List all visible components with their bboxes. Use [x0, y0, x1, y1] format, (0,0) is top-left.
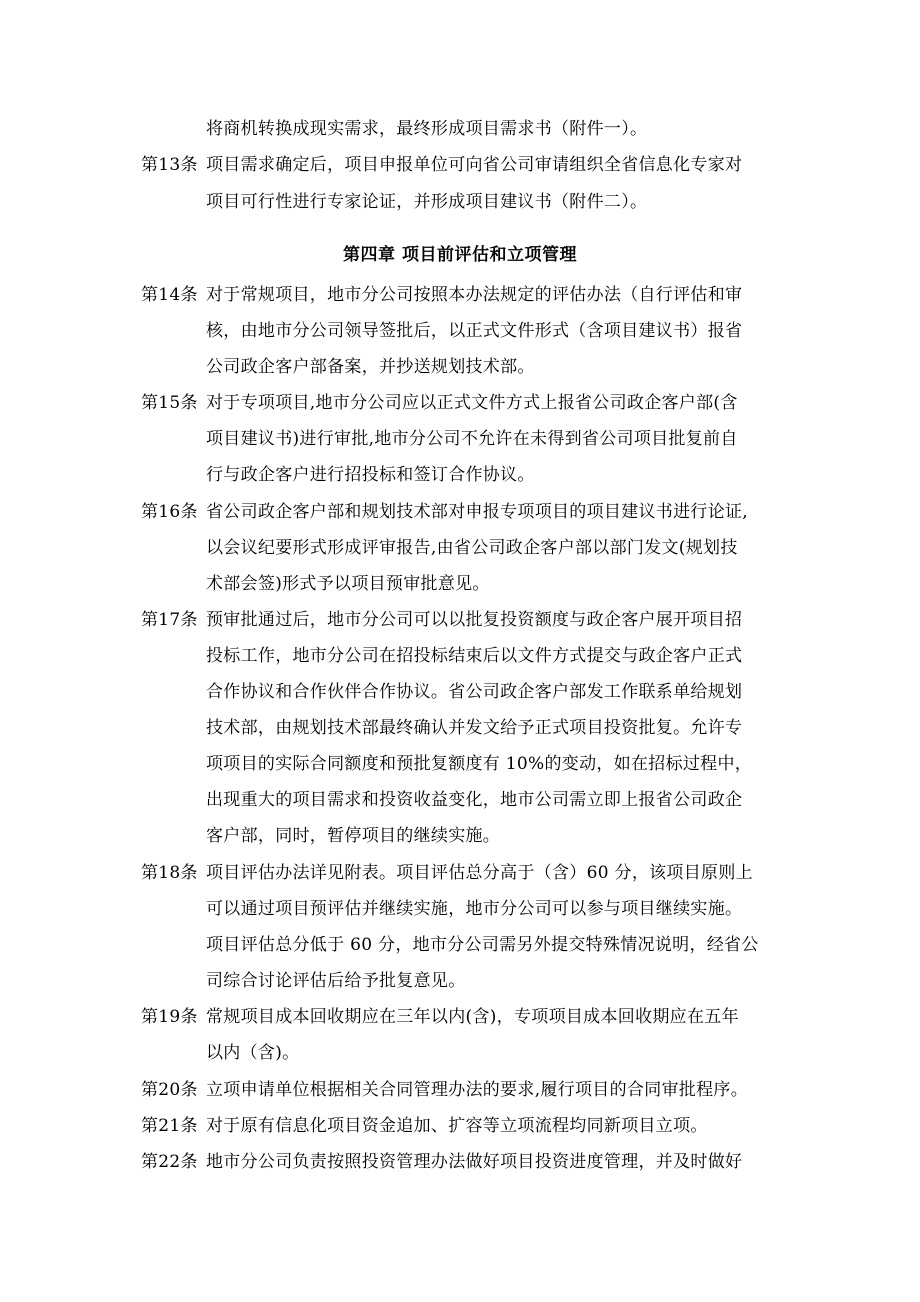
line-text: 投标工作，地市分公司在招投标结束后以文件方式提交与政企客户正式	[206, 646, 743, 666]
line-text: 项项目的实际合同额度和预批复额度有 10%的变动，如在招标过程中，	[206, 754, 753, 774]
line-text: 项目需求确定后，项目申报单位可向省公司审请组织全省信息化专家对	[206, 155, 743, 175]
line-text: 常规项目成本回收期应在三年以内(含)，专项项目成本回收期应在五年	[206, 1007, 739, 1027]
line-text: 出现重大的项目需求和投资收益变化，地市公司需立即上报省公司政企	[206, 790, 743, 810]
article-number: 第15条	[141, 393, 198, 413]
line-text: 行与政企客户进行招投标和签订合作协议。	[206, 465, 535, 485]
line-text: 对于专项项目,地市分公司应以正式文件方式上报省公司政企客户部(含	[206, 393, 738, 413]
line-text: 将商机转换成现实需求，最终形成项目需求书（附件一）。	[206, 119, 648, 139]
line-text: 项目建议书)进行审批,地市分公司不允许在未得到省公司项目批复前自	[206, 429, 738, 449]
line-text: 项目评估总分低于 60 分，地市分公司需另外提交特殊情况说明，经省公	[206, 935, 759, 955]
line-text: 可以通过项目预评估并继续实施，地市分公司可以参与项目继续实施。	[206, 899, 743, 919]
article-number: 第21条	[141, 1116, 198, 1136]
line-text: 公司政企客户部备案，并抄送规划技术部。	[206, 357, 535, 377]
article-number: 第16条	[141, 502, 198, 522]
line-text: 以会议纪要形式形成评审报告,由省公司政企客户部以部门发文(规划技	[206, 538, 738, 558]
article-number: 第20条	[141, 1080, 198, 1100]
line-text: 对于常规项目，地市分公司按照本办法规定的评估办法（自行评估和审	[206, 285, 743, 305]
line-text: 核，由地市分公司领导签批后，以正式文件形式（含项目建议书）报省	[206, 321, 743, 341]
line-text: 地市分公司负责按照投资管理办法做好项目投资进度管理，并及时做好	[206, 1152, 743, 1172]
line-text: 以内（含)。	[206, 1043, 300, 1063]
line-text: 对于原有信息化项目资金追加、扩容等立项流程均同新项目立项。	[206, 1116, 708, 1136]
article-number: 第19条	[141, 1007, 198, 1027]
article-number: 第18条	[141, 863, 198, 883]
article-number: 第22条	[141, 1152, 198, 1172]
line-text: 技术部，由规划技术部最终确认并发文给予正式项目投资批复。允许专	[206, 718, 743, 738]
line-text: 省公司政企客户部和规划技术部对申报专项项目的项目建议书进行论证,	[206, 502, 749, 522]
line-text: 客户部，同时，暂停项目的继续实施。	[206, 826, 501, 846]
chapter-heading: 第四章 项目前评估和立项管理	[343, 245, 577, 265]
line-text: 司综合讨论评估后给予批复意见。	[206, 971, 466, 991]
article-number: 第13条	[141, 155, 198, 175]
line-text: 项目可行性进行专家论证，并形成项目建议书（附件二）。	[206, 192, 648, 212]
line-text: 合作协议和合作伙伴合作协议。省公司政企客户部发工作联系单给规划	[206, 682, 743, 702]
line-text: 预审批通过后，地市分公司可以以批复投资额度与政企客户展开项目招	[206, 610, 743, 630]
line-text: 术部会签)形式予以项目预审批意见。	[206, 574, 490, 594]
line-text: 项目评估办法详见附表。项目评估总分高于（含）60 分，该项目原则上	[206, 863, 753, 883]
article-number: 第17条	[141, 610, 198, 630]
article-number: 第14条	[141, 285, 198, 305]
line-text: 立项申请单位根据相关合同管理办法的要求,履行项目的合同审批程序。	[206, 1080, 749, 1100]
